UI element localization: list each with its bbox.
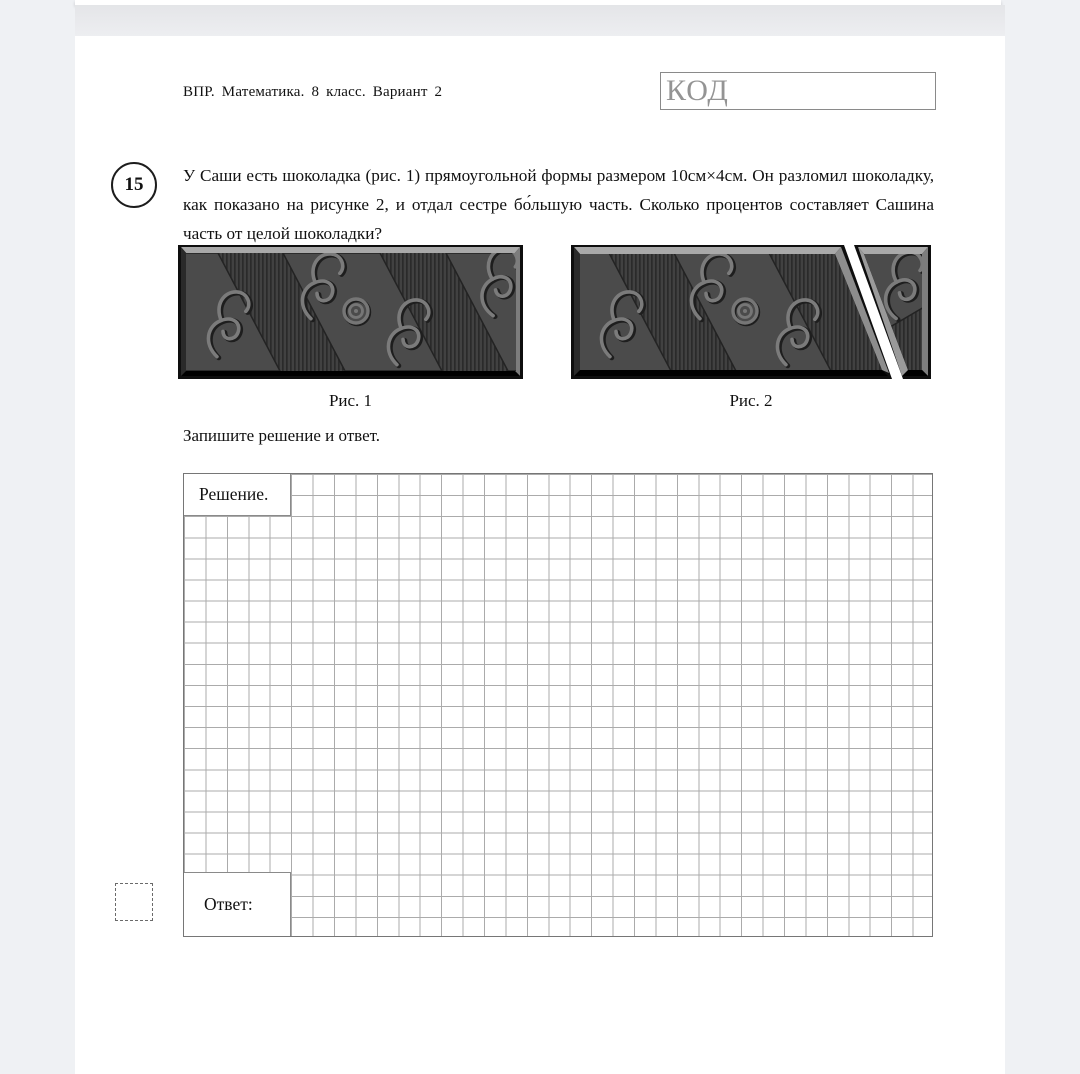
problem-number-badge bbox=[111, 162, 157, 208]
exam-page bbox=[75, 36, 1005, 1074]
instruction-text: Запишите решение и ответ. bbox=[183, 426, 381, 445]
answer-label: Ответ: bbox=[204, 894, 253, 914]
page-gap bbox=[75, 5, 1005, 36]
solution-label-box bbox=[184, 474, 291, 516]
code-label: КОД bbox=[666, 74, 729, 107]
figure-2-caption: Рис. 2 bbox=[729, 391, 773, 410]
chocolate-large-piece bbox=[571, 245, 901, 379]
score-box[interactable] bbox=[115, 883, 153, 921]
chocolate-bar-figure-2 bbox=[571, 245, 931, 379]
solution-label: Решение. bbox=[199, 484, 269, 504]
page-header-title: ВПР. Математика. 8 класс. Вариант 2 bbox=[183, 84, 443, 100]
chocolate-bar-figure-1 bbox=[178, 245, 523, 379]
solution-grid[interactable] bbox=[183, 473, 933, 937]
code-input-box[interactable] bbox=[660, 72, 936, 110]
answer-label-box bbox=[184, 872, 291, 936]
figure-1-caption: Рис. 1 bbox=[328, 391, 373, 410]
problem-statement: У Саши есть шоколадка (рис. 1) прямоугольной формы размером 10см×4см. Он разломил шоколадку, как показано на рисунке 2, и отдал сестре бо́льшую часть. Сколько процентов составляет Сашина часть от целой шоколадки? bbox=[183, 166, 934, 243]
problem-number: 15 bbox=[124, 174, 144, 195]
